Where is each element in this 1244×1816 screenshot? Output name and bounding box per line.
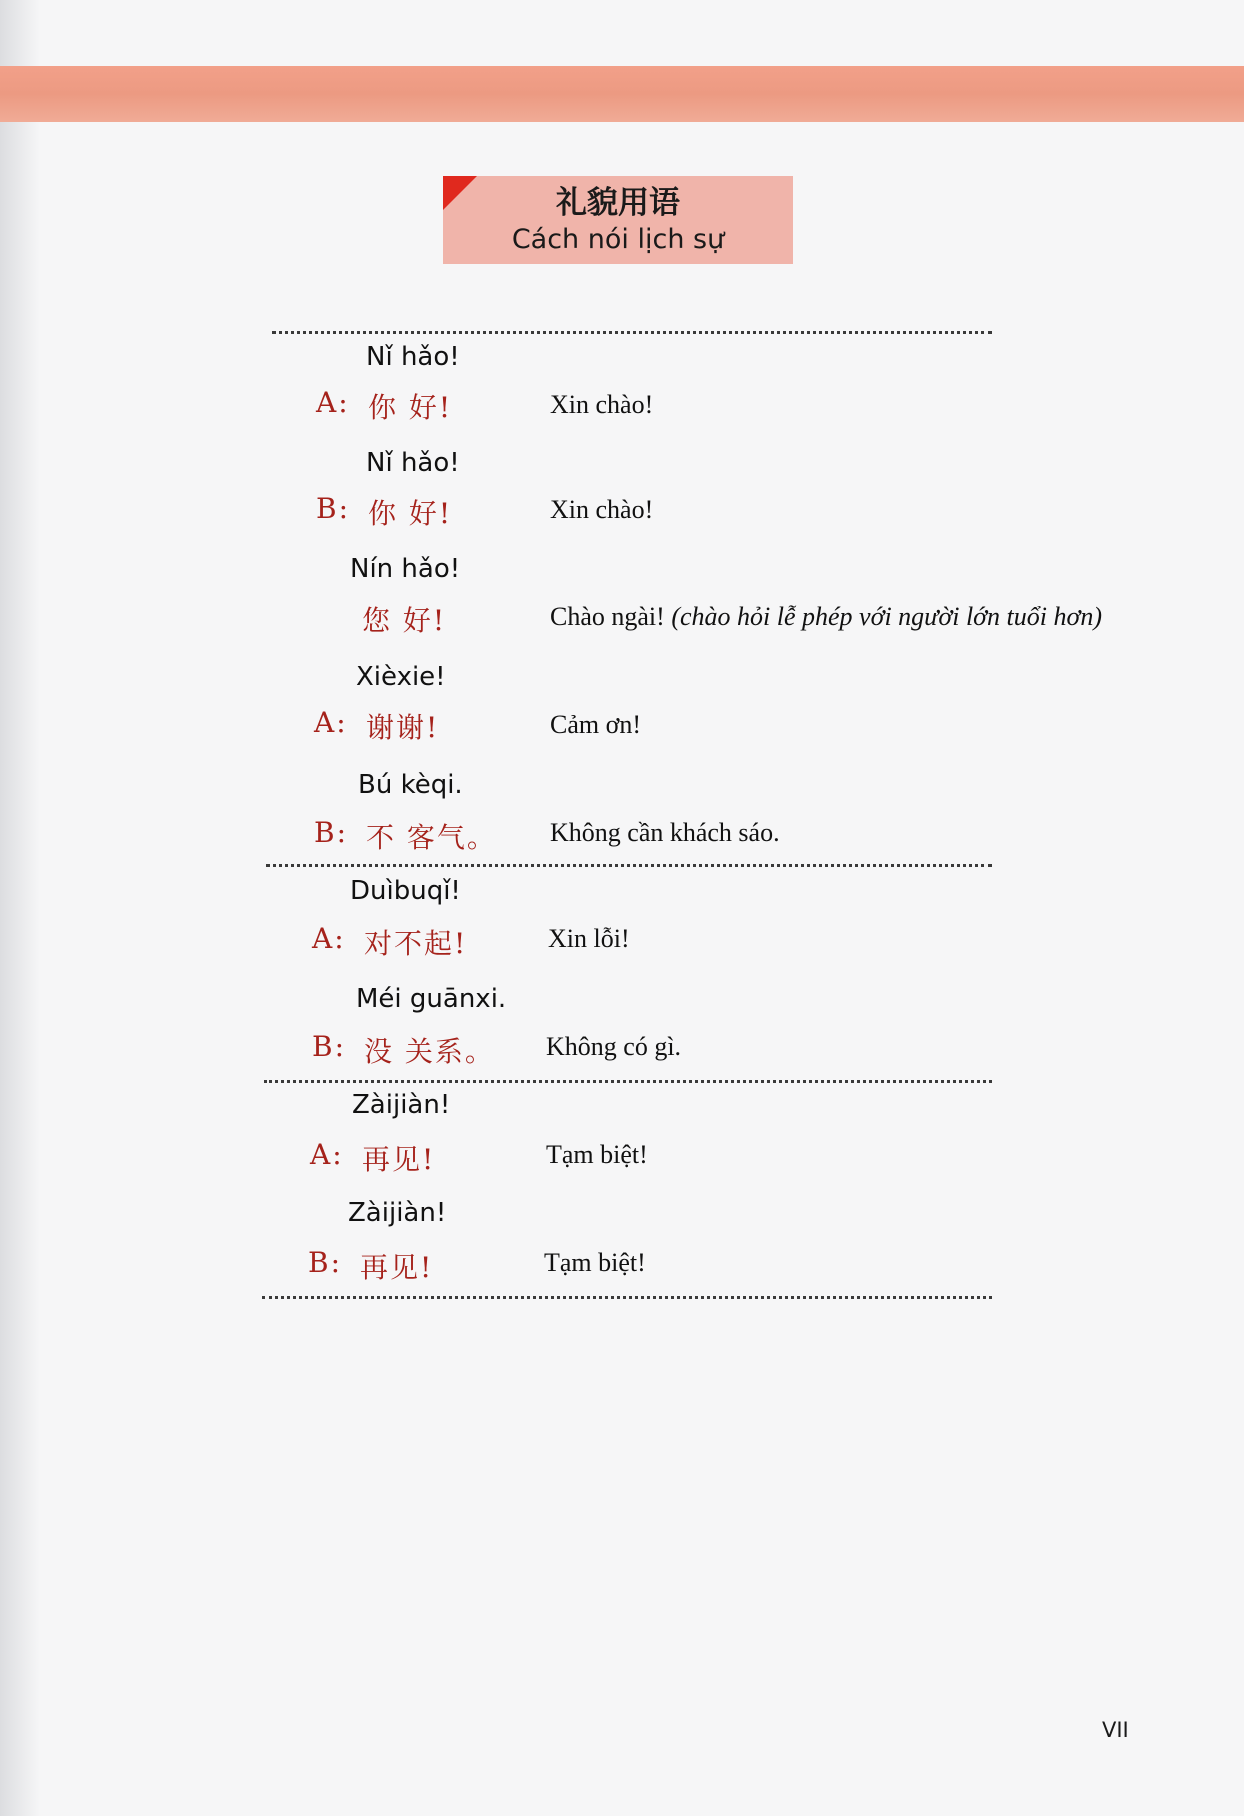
chinese-line: 你 好!: [368, 497, 453, 530]
vietnamese-line: [550, 602, 1102, 632]
speaker-label: A:: [314, 706, 348, 739]
vietnamese-line: Tạm biệt!: [546, 1140, 648, 1169]
pinyin-line: Nǐ hǎo!: [366, 342, 460, 372]
page-edge-shadow: [0, 0, 40, 1816]
divider-bottom: [262, 1296, 992, 1299]
speaker-label: A:: [312, 922, 346, 955]
vietnamese-line: Không cần khách sáo.: [550, 818, 780, 847]
vietnamese-text: Chào ngài!: [550, 602, 665, 631]
vietnamese-line: Cảm ơn!: [550, 710, 642, 739]
speaker-label: A:: [316, 386, 350, 419]
chinese-line: 再见!: [362, 1143, 436, 1176]
chinese-line: 没 关系。: [364, 1035, 495, 1068]
vietnamese-line: Xin lỗi!: [548, 924, 630, 953]
chinese-line: 再见!: [360, 1251, 434, 1284]
pinyin-line: Nǐ hǎo!: [366, 448, 460, 478]
title-corner-triangle: [443, 176, 477, 210]
page-number: VII: [1102, 1718, 1129, 1742]
pinyin-line: Méi guānxi.: [356, 984, 507, 1014]
speaker-label: B:: [308, 1246, 343, 1279]
pinyin-line: Zàijiàn!: [352, 1090, 451, 1120]
chinese-line: 对不起!: [364, 927, 468, 960]
section-title-vietnamese: Cách nói lịch sự: [511, 224, 725, 255]
divider-after-thanks: [266, 864, 992, 867]
divider-top: [272, 331, 992, 334]
header-color-band: [0, 66, 1244, 122]
speaker-label: A:: [310, 1138, 344, 1171]
pinyin-line: Zàijiàn!: [348, 1198, 447, 1228]
chinese-line: 不 客气。: [366, 821, 497, 854]
vietnamese-line: Xin chào!: [550, 495, 654, 524]
chinese-line: 谢谢!: [366, 711, 440, 744]
pinyin-line: Bú kèqi.: [358, 770, 463, 800]
vietnamese-line: Không có gì.: [546, 1032, 682, 1061]
speaker-label: B:: [312, 1030, 347, 1063]
vietnamese-line: Tạm biệt!: [544, 1248, 646, 1277]
vietnamese-line: Xin chào!: [550, 390, 654, 419]
pinyin-line: Xièxie!: [356, 662, 446, 692]
chinese-line: 您 好!: [362, 604, 447, 637]
section-title-chinese: 礼貌用语: [556, 185, 680, 221]
speaker-label: B:: [314, 816, 349, 849]
usage-note: (chào hỏi lễ phép với người lớn tuổi hơn): [671, 602, 1103, 631]
chinese-line: 你 好!: [368, 391, 453, 424]
pinyin-line: Nín hǎo!: [350, 554, 461, 584]
pinyin-line: Duìbuqǐ!: [350, 876, 461, 906]
speaker-label: B:: [316, 492, 351, 525]
section-title-box: [443, 176, 793, 264]
divider-after-sorry: [264, 1080, 992, 1083]
